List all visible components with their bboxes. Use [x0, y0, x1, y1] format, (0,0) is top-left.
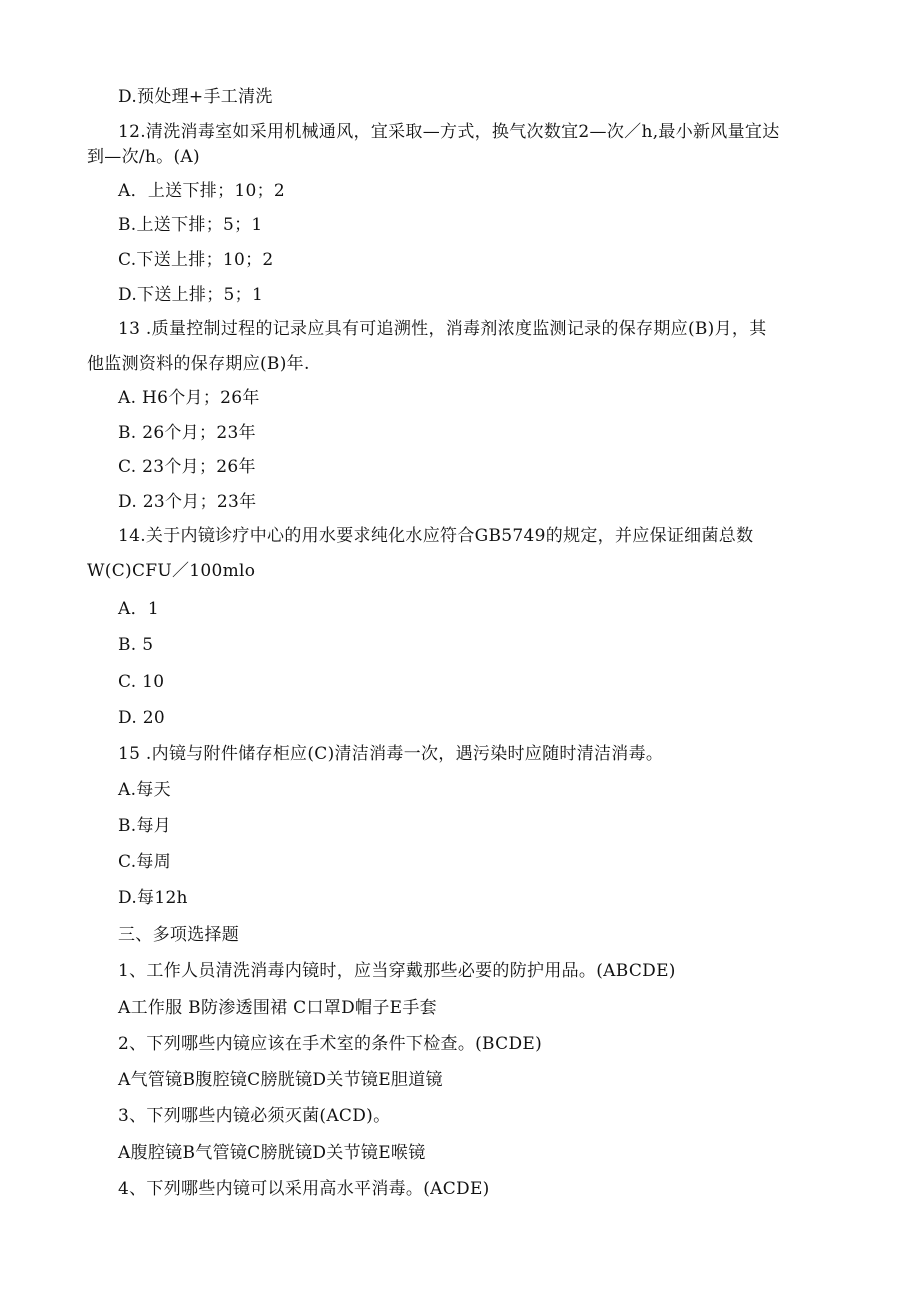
- option-line: A．1: [118, 599, 159, 619]
- option-line: D. 23个月；23年: [118, 492, 257, 512]
- multi-options-1: A工作服 B防渗透围裙 C口罩D帽子E手套: [118, 998, 437, 1018]
- question-12-line-1: 12.清洗消毒室如采用机械通风，宜采取—方式，换气次数宜2—次／h,最小新风量宜达: [118, 122, 780, 142]
- question-14-line-1: 14.关于内镜诊疗中心的用水要求纯化水应符合GB5749的规定，并应保证细菌总数: [118, 526, 754, 546]
- option-line: B. 5: [118, 635, 154, 655]
- option-line: D.每12h: [118, 888, 188, 908]
- multi-question-2: 2、下列哪些内镜应该在手术室的条件下检查。(BCDE): [118, 1034, 543, 1054]
- option-line: C. 10: [118, 672, 165, 692]
- option-line: C. 23个月；26年: [118, 457, 256, 477]
- multi-question-3: 3、下列哪些内镜必须灭菌(ACD)。: [118, 1106, 391, 1126]
- question-15-line: 15 .内镜与附件储存柜应(C)清洁消毒一次，遇污染时应随时清洁消毒。: [118, 744, 664, 764]
- question-12-line-2: 到—次/h。(A): [87, 147, 200, 167]
- option-line: B. 26个月；23年: [118, 423, 256, 443]
- multi-question-1: 1、工作人员清洗消毒内镜时，应当穿戴那些必要的防护用品。(ABCDE): [118, 961, 676, 981]
- option-line: A．上送下排；10；2: [118, 181, 286, 201]
- option-line: D.下送上排；5；1: [118, 285, 264, 305]
- multi-question-4: 4、下列哪些内镜可以采用高水平消毒。(ACDE): [118, 1179, 490, 1199]
- option-line: B.每月: [118, 816, 172, 836]
- option-line: C.下送上排；10；2: [118, 250, 274, 270]
- option-line: B.上送下排；5；1: [118, 215, 263, 235]
- option-line: D. 20: [118, 708, 165, 728]
- option-line: C.每周: [118, 852, 172, 872]
- option-line: A.每天: [118, 780, 171, 800]
- multi-options-2: A气管镜B腹腔镜C膀胱镜D关节镜E胆道镜: [118, 1070, 443, 1090]
- multi-options-3: A腹腔镜B气管镜C膀胱镜D关节镜E喉镜: [118, 1143, 426, 1163]
- question-14-line-2: W(C)CFU／100mlo: [87, 561, 256, 581]
- option-line: A. H6个月；26年: [118, 388, 260, 408]
- section-heading: 三、多项选择题: [118, 925, 240, 945]
- question-13-line-2: 他监测资料的保存期应(B)年.: [87, 354, 310, 374]
- option-line: D.预处理+手工清洗: [118, 87, 273, 107]
- question-13-line-1: 13 .质量控制过程的记录应具有可追溯性，消毒剂浓度监测记录的保存期应(B)月，其: [118, 319, 767, 339]
